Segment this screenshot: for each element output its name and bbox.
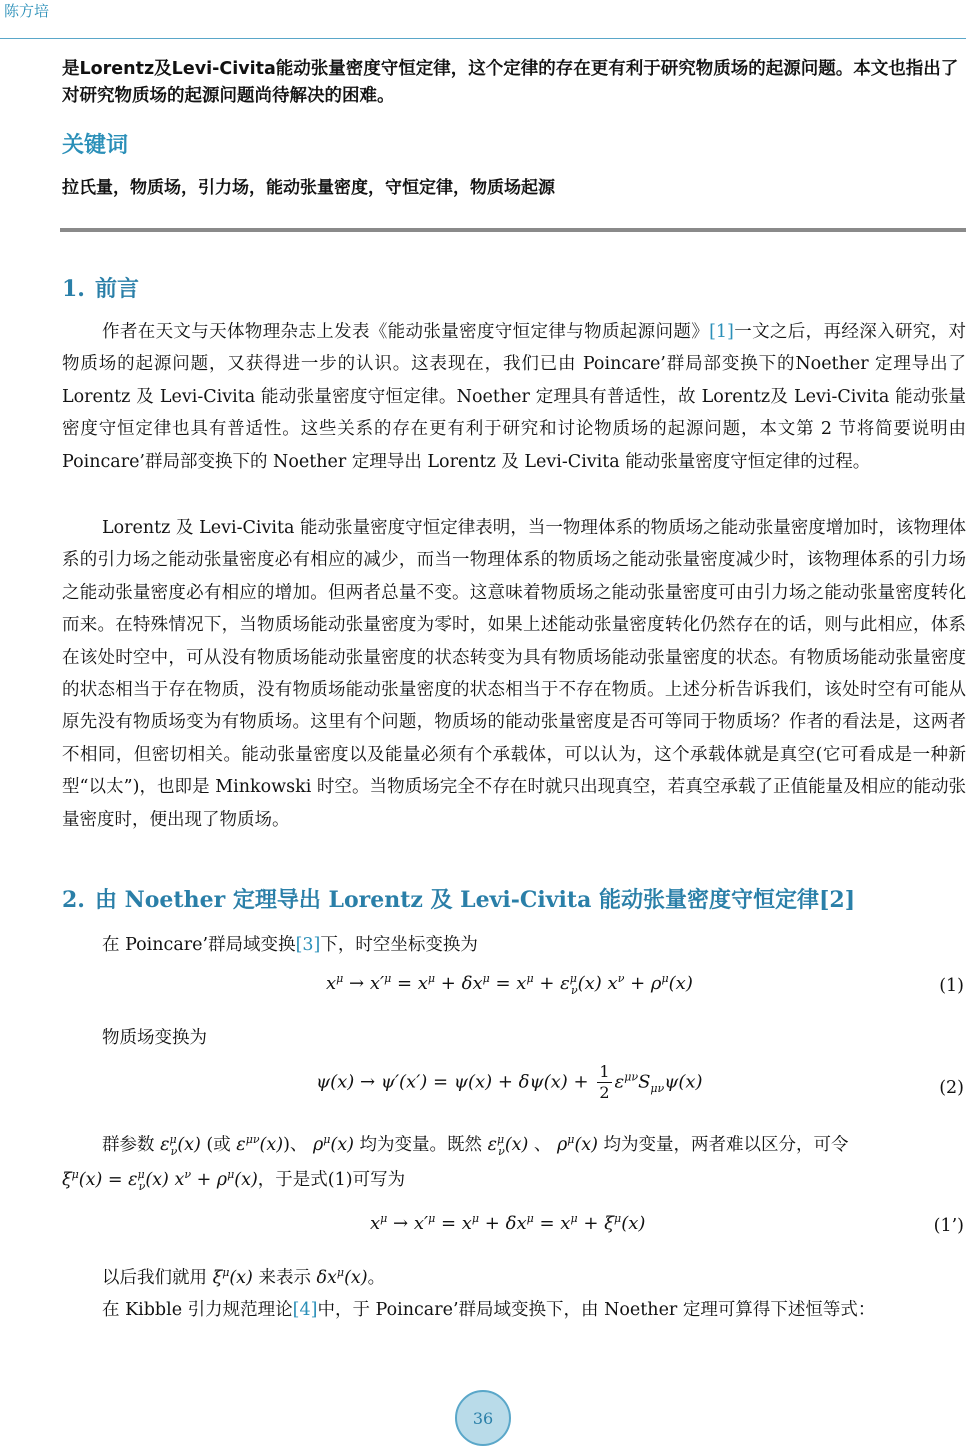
line-text: )、	[283, 1135, 308, 1155]
line-text: 在 Poincare’群局域变换	[102, 935, 296, 955]
line-xi-definition: $\xi^\mu(x) = \varepsilon^\mu_\nu(x) x^\nu + \rho^\mu(x)$，于是式(1)可写为	[62, 1168, 406, 1193]
line-text: ，于是式(1)可写为	[257, 1170, 406, 1190]
line-text: (或	[206, 1135, 231, 1155]
fraction-one-half: $\frac{1}{2}$	[599, 1062, 610, 1102]
citation-link-3[interactable]: [3]	[295, 935, 321, 955]
header-divider	[0, 38, 966, 39]
equation-2-number: (2)	[939, 1078, 964, 1098]
line-text: 中，于 Poincare’群局域变换下，由 Noether 定理可算得下述恒等式：	[317, 1300, 876, 1320]
abstract-text: 是Lorentz及Levi-Civita能动张量密度守恒定律，这个定律的存在更有利于研究物质场的起源问题。本文也指出了对研究物质场的起源问题尚待解决的困难。	[62, 59, 959, 106]
section-1-title-text: 前言	[94, 276, 139, 302]
line-text: 以后我们就用	[102, 1268, 207, 1288]
line-group-params: 群参数 $\varepsilon^\mu_\nu(x)$ (或 $\varepsilon^{\mu\nu}(x)$)、 $\rho^\mu(x)$ 均为变量。既然 $\varepsilon^\mu_\nu(x)$ 、 $\rho^\mu(x)$ 均为变量，两者难以区分，可令	[102, 1133, 849, 1158]
section-divider	[60, 228, 966, 232]
keywords-heading: 关键词	[62, 133, 129, 158]
line-text: 来表示	[258, 1268, 311, 1288]
keywords-text: 拉氏量，物质场，引力场，能动张量密度，守恒定律，物质场起源	[62, 178, 555, 198]
line-text: 在 Kibble 引力规范理论	[102, 1300, 293, 1320]
line-xi-usage: 以后我们就用 $\xi^\mu(x)$ 来表示 $\delta x^\mu(x)$。	[102, 1266, 386, 1288]
equation-1: $x^\mu \to x'^\mu = x^\mu + \delta x^\mu = x^\mu + \varepsilon^\mu_\nu(x) x^\nu + \rho^\mu(x)$	[326, 972, 693, 997]
section-1-title	[62, 272, 139, 303]
line-text: 、	[533, 1135, 552, 1155]
paragraph-1-text-a: 作者在天文与天体物理杂志上发表《能动张量密度守恒定律与物质起源问题》	[102, 322, 710, 342]
paragraph-1-text-b: 一文之后，再经深入研究，对物质场的起源问题，又获得进一步的认识。这表现在，我们已由 Poincare’群局部变换下的Noether 定理导出了 Lorentz 及 Levi-Civita 能动张量密度守恒定律。Noether 定理具有普适性，故 Lorentz及 Levi-Civita 能动张量密度守恒定律也具有普适性。这些关系的存在更有利于研究和讨论物质场的起源问题，本文第 2 节将简要说明由 Poincare’群局部变换下的 Noether 定理导出 Lorentz 及 Levi-Civita 能动张量密度守恒定律的过程。	[62, 322, 966, 472]
equation-1-prime: $x^\mu \to x'^\mu = x^\mu + \delta x^\mu = x^\mu + \xi^\mu(x)$	[370, 1212, 646, 1234]
line-text: 均为变量。既然	[359, 1135, 483, 1155]
line-text: 下，时空坐标变换为	[320, 935, 478, 955]
paragraph-2: Lorentz 及 Levi-Civita 能动张量密度守恒定律表明，当一物理体系的物质场之能动张量密度增加时，该物理体系的引力场之能动张量密度必有相应的减少，而当一物理体系的物质场之能动张量密度减少时，该物理体系的引力场之能动张量密度必有相应的增加。但两者总量不变。这意味着物质场之能动张量密度可由引力场之能动张量密度转化而来。在特殊情况下，当物质场能动张量密度为零时，如果上述能动张量密度转化仍然存在的话，则与此相应，体系在该处时空中，可从没有物质场能动张量密度的状态转变为具有物质场能动张量密度的状态。有物质场能动张量密度的状态相当于存在物质，没有物质场能动张量密度的状态相当于不存在物质。上述分析告诉我们，该处时空有可能从原先没有物质场变为有物质场。这里有个问题，物质场的能动张量密度是否可等同于物质场？作者的看法是，这两者不相同，但密切相关。能动张量密度以及能量必须有个承载体，可以认为，这个承载体就是真空(它可看成是一种新型“以太”)，也即是 Minkowski 时空。当物质场完全不存在时就只出现真空，若真空承载了正值能量及相应的能动张量密度时，便出现了物质场。	[62, 518, 966, 830]
line-poincare-intro	[102, 931, 478, 956]
line-matter-field: 物质场变换为	[102, 1028, 207, 1048]
running-header-author: 陈方培	[4, 2, 50, 20]
line-kibble	[102, 1296, 875, 1321]
section-2-title-text: 由 Noether 定理导出 Lorentz 及 Levi-Civita 能动张量密度守恒定律	[94, 887, 819, 913]
equation-1-prime-number: (1’)	[933, 1216, 964, 1236]
line-text: 。	[367, 1268, 386, 1288]
citation-link-2[interactable]: [2]	[819, 887, 856, 913]
equation-2: ψ(x) → ψ′(x′) = ψ(x) + δψ(x) + $\frac{1}{2}$ $\varepsilon^{\mu\nu}S_{\mu\nu}\psi(x)$	[316, 1062, 703, 1102]
page-number-badge: 36	[455, 1390, 511, 1446]
paragraph-1	[62, 316, 966, 478]
section-2-number: 2.	[62, 887, 85, 913]
citation-link-1[interactable]: [1]	[709, 322, 734, 342]
line-text: 群参数	[102, 1135, 155, 1155]
section-2-title	[62, 883, 855, 914]
section-1-number: 1.	[62, 276, 85, 302]
line-text: 均为变量，两者难以区分，可令	[603, 1135, 849, 1155]
equation-1-number: (1)	[939, 976, 964, 996]
citation-link-4[interactable]: [4]	[292, 1300, 318, 1320]
